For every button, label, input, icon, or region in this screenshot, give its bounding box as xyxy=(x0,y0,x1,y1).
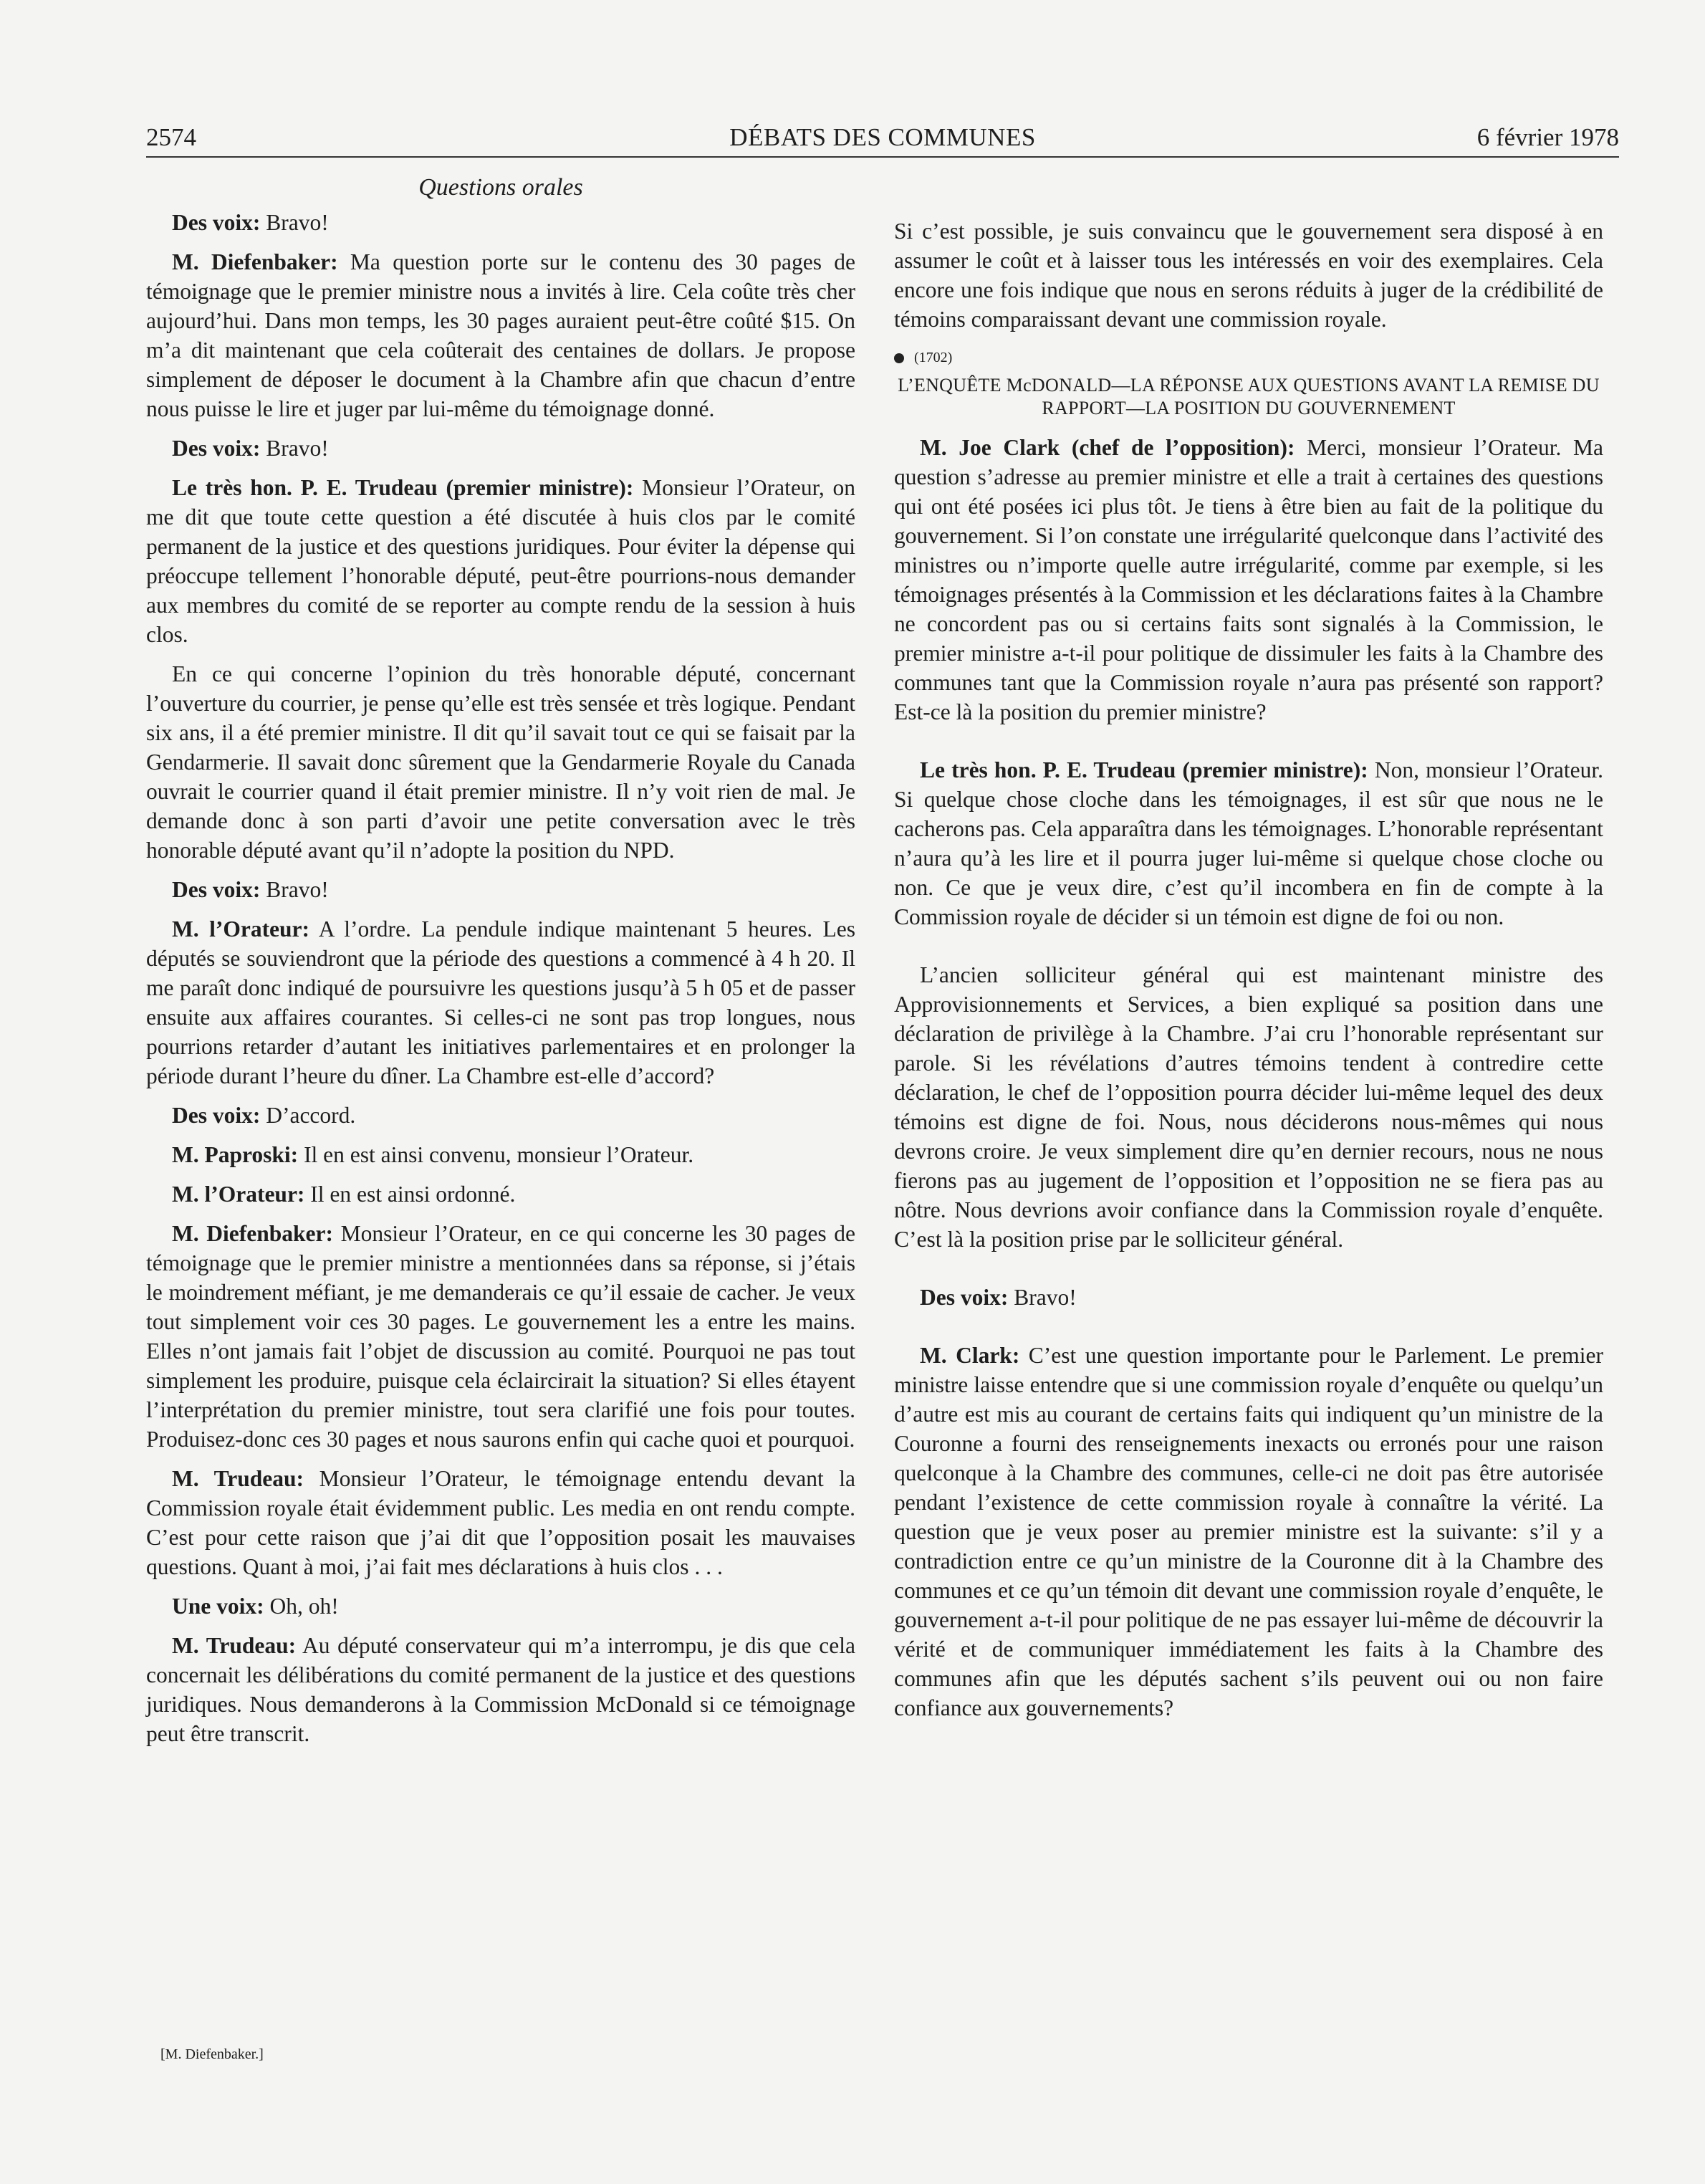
paragraph xyxy=(894,433,1603,727)
spacer xyxy=(894,942,1603,960)
speech: Ma question porte sur le contenu des 30 pages de témoignage que le premier ministre nous a invités à lire. Cela coûte très cher aujourd’hui. Dans mon temps, les 30 pages auraient peut-être coûté $15. On m’a dit maintenant que cela coûterait des centaines de dollars. Je propose simplement de déposer le document à la Chambre afin que chacun d’entre nous puisse le lire et juger par lui-même du témoignage donné. xyxy=(146,249,855,421)
speech: Il en est ainsi convenu, monsieur l’Orateur. xyxy=(298,1142,694,1167)
speaker: M. l’Orateur: xyxy=(172,916,310,942)
speech: Monsieur l’Orateur, on me dit que toute cette question a été discutée à huis clos par le comité permanent de la justice et des questions juridiques. Pour éviter la dépense qui préoccupe tellement l’honorable député, peut-être pourrions-nous demander aux membres du comité de se reporter au compte rendu de la session à huis clos. xyxy=(146,475,855,647)
paragraph xyxy=(146,1179,855,1209)
paragraph xyxy=(146,659,855,865)
speech: Non, monsieur l’Orateur. Si quelque chose cloche dans les témoignages, il est sûr que nous ne le cacherons pas. Cela apparaîtra dans les témoignages. L’honorable représentant n’aura qu’à les lire et il pourra juger lui-même si quelque chose cloche ou non. Ce que je veux dire, c’est qu’il incombera en fin de compte à la Commission royale de décider si un témoin est digne de foi ou non. xyxy=(894,757,1603,929)
paragraph xyxy=(146,875,855,904)
speech: Bravo! xyxy=(1008,1285,1077,1310)
speaker: M. Joe Clark (chef de l’opposition): xyxy=(920,435,1295,460)
speech: Au député conservateur qui m’a interrompu, je dis que cela concernait les délibérations du comité permanent de la justice et des questions juridiques. Nous demanderons à la Commission McDonald si ce témoignage peut être transcrit. xyxy=(146,1633,856,1746)
speech: Bravo! xyxy=(260,877,329,902)
paragraph xyxy=(146,1591,855,1621)
paragraph xyxy=(146,1219,855,1454)
paragraph xyxy=(146,473,855,649)
paragraph xyxy=(146,1140,855,1169)
page-number: 2574 xyxy=(146,123,196,151)
speaker: Le très hon. P. E. Trudeau (premier ministre): xyxy=(920,757,1368,782)
speech: C’est une question importante pour le Parlement. Le premier ministre laisse entendre que si une commission royale d’enquête ou quelqu’un d’autre est mis au courant de certains faits qui indiquent qu’un ministre de la Couronne a fourni des renseignements inexacts ou erronés pour une raison quelconque à la Chambre des communes, celle-ci ne doit pas être autorisée pendant l’existence de cette commission royale à connaître la vérité. La question que je veux poser au premier ministre est la suivante: s’il y a contradiction entre ce qu’un ministre de la Couronne dit à la Chambre des communes et ce qu’un témoin dit devant une commission royale d’enquête, le gouvernement a-t-il pour politique de ne pas essayer lui-même de découvrir la vérité et de communiquer immédiatement les faits à la Chambre des communes afin que les députés sachent s’ils peuvent oui ou non faire confiance aux gouvernements? xyxy=(894,1343,1603,1720)
speaker: Des voix: xyxy=(172,1103,261,1128)
speech: D’accord. xyxy=(260,1103,356,1128)
speech: Monsieur l’Orateur, le témoignage entendu devant la Commission royale était évidemment public. Les media en ont rendu compte. C’est pour cette raison que j’ai dit que l’opposition posait les mauvaises questions. Quant à moi, j’ai fait mes déclarations à huis clos . . . xyxy=(146,1466,856,1579)
speaker: M. Trudeau: xyxy=(172,1466,304,1491)
publication-title: DÉBATS DES COMMUNES xyxy=(729,123,1036,151)
paragraph xyxy=(894,1283,1603,1312)
speaker: Des voix: xyxy=(172,210,261,235)
speech: A l’ordre. La pendule indique maintenant 5 heures. Les députés se souviendront que la période des questions a commencé à 4 h 20. Il me paraît donc indiqué de poursuivre les questions jusqu’à 5 h 05 et de passer ensuite aux affaires courantes. Si celles-ci ne sont pas trop longues, nous pourrions retarder d’autant les initiatives parlementaires et en prolonger la période durant l’heure du dîner. La Chambre est-elle d’accord? xyxy=(146,916,856,1088)
speaker: M. l’Orateur: xyxy=(172,1182,305,1207)
speaker: Le très hon. P. E. Trudeau (premier ministre): xyxy=(172,475,634,500)
paragraph xyxy=(894,755,1603,931)
page-header xyxy=(146,122,1619,158)
paragraph xyxy=(146,247,855,423)
speech: En ce qui concerne l’opinion du très honorable député, concernant l’ouverture du courrier, je pense qu’elle est très sensée et très logique. Pendant six ans, il a été premier ministre. Il dit qu’il savait tout ce qui se faisait par la Gendarmerie. Il savait donc sûrement que la Gendarmerie Royale du Canada ouvrait le courrier quand il était premier ministre. Il n’y voit rien de mal. Je demande donc à son parti d’avoir une petite conversation avec le très honorable député avant qu’il n’adopte la position du NPD. xyxy=(146,661,855,863)
speaker: M. Trudeau: xyxy=(172,1633,297,1658)
speech: Monsieur l’Orateur, en ce qui concerne les 30 pages de témoignage que le premier ministre a mentionnées dans sa réponse, si j’étais le moindrement méfiant, je me demanderais ce qu’il essaie de cacher. Je veux tout simplement voir ces 30 pages. Le gouvernement les a entre les mains. Elles n’ont jamais fait l’objet de discussion au comité. Pourquoi ne pas tout simplement les produire, puisque cela éclaircirait la situation? Si elles étayent l’interprétation du premier ministre, tout sera clarifié une fois pour toutes. Produisez-donc ces 30 pages et nous saurons enfin qui cache quoi et pourquoi. xyxy=(146,1221,855,1452)
spacer xyxy=(894,737,1603,755)
paragraph xyxy=(146,1101,855,1130)
speaker: Des voix: xyxy=(172,877,261,902)
paragraph xyxy=(146,208,855,237)
paragraph xyxy=(146,434,855,463)
paragraph xyxy=(146,1464,855,1581)
speech: Bravo! xyxy=(260,436,329,461)
paragraph xyxy=(894,960,1603,1254)
speech: L’ancien solliciteur général qui est maintenant ministre des Approvisionnements et Services, a bien expliqué sa position dans une déclaration de privilège à la Chambre. J’ai cru l’honorable représentant sur parole. Si les révélations d’autres témoins tendent à contredire cette déclaration, le chef de l’opposition pourra décider lui-même lequel des deux témoins est digne de foi. Nous, nous déciderons nous-mêmes qui nous devrons croire. Je veux simplement dire qu’en dernier recours, nous ne nous fierons pas au jugement de l’opposition et l’opposition ne se fiera pas au nôtre. Nous devrions avoir confiance dans la Commission royale d’enquête. C’est là la position prise par le solliciteur général. xyxy=(894,962,1603,1252)
speech: Il en est ainsi ordonné. xyxy=(304,1182,516,1207)
time-marker-text: (1702) xyxy=(914,350,953,365)
speech: Merci, monsieur l’Orateur. Ma question s’adresse au premier ministre et elle a trait à certaines des questions qui ont été posées ici plus tôt. Je tiens à être bien au fait de la politique du gouvernement. Si l’on constate une irrégularité quelconque dans l’activité des ministres ou n’importe quelle autre irrégularité, comme par exemple, si les témoignages présentés à la Commission et les déclarations faites à la Chambre ne concordent pas ou si certains faits sont signalés à la Commission, le premier ministre a-t-il pour politique de dissimuler les faits à la Chambre des communes tant que la Commission royale n’aura pas présenté son rapport? Est-ce là la position du premier ministre? xyxy=(894,435,1603,724)
left-column xyxy=(146,172,855,1758)
spacer xyxy=(894,1322,1603,1341)
section-heading: L’ENQUÊTE McDONALD—LA RÉPONSE AUX QUESTIONS AVANT LA REMISE DU RAPPORT—LA POSITION DU GOUVERNEMENT xyxy=(898,375,1600,418)
speaker: M. Diefenbaker: xyxy=(172,1221,333,1246)
paragraph: Si c’est possible, je suis convaincu que le gouvernement sera disposé à en assumer le coût et à laisser tous les intéressés en voir des exemplaires. Cela encore une fois indique que nous en serons réduits à juger de la crédibilité de témoins comparaissant devant une commission royale. xyxy=(894,219,1603,332)
paragraph xyxy=(146,914,855,1091)
publication-date: 6 février 1978 xyxy=(1476,123,1619,151)
speaker: M. Diefenbaker: xyxy=(172,249,338,274)
speech: Bravo! xyxy=(260,210,329,235)
section-title: Questions orales xyxy=(418,174,583,201)
footnote: [M. Diefenbaker.] xyxy=(160,2046,264,2062)
bullet-icon xyxy=(894,353,904,363)
speaker: Des voix: xyxy=(172,436,261,461)
speaker: Des voix: xyxy=(920,1285,1009,1310)
speech: Oh, oh! xyxy=(264,1594,339,1619)
spacer xyxy=(894,1264,1603,1283)
speaker: M. Paproski: xyxy=(172,1142,299,1167)
speaker: Une voix: xyxy=(172,1594,264,1619)
speaker: M. Clark: xyxy=(920,1343,1020,1368)
paragraph xyxy=(894,1341,1603,1723)
right-column xyxy=(894,216,1603,1733)
paragraph xyxy=(146,1631,855,1748)
time-marker xyxy=(894,347,1603,368)
